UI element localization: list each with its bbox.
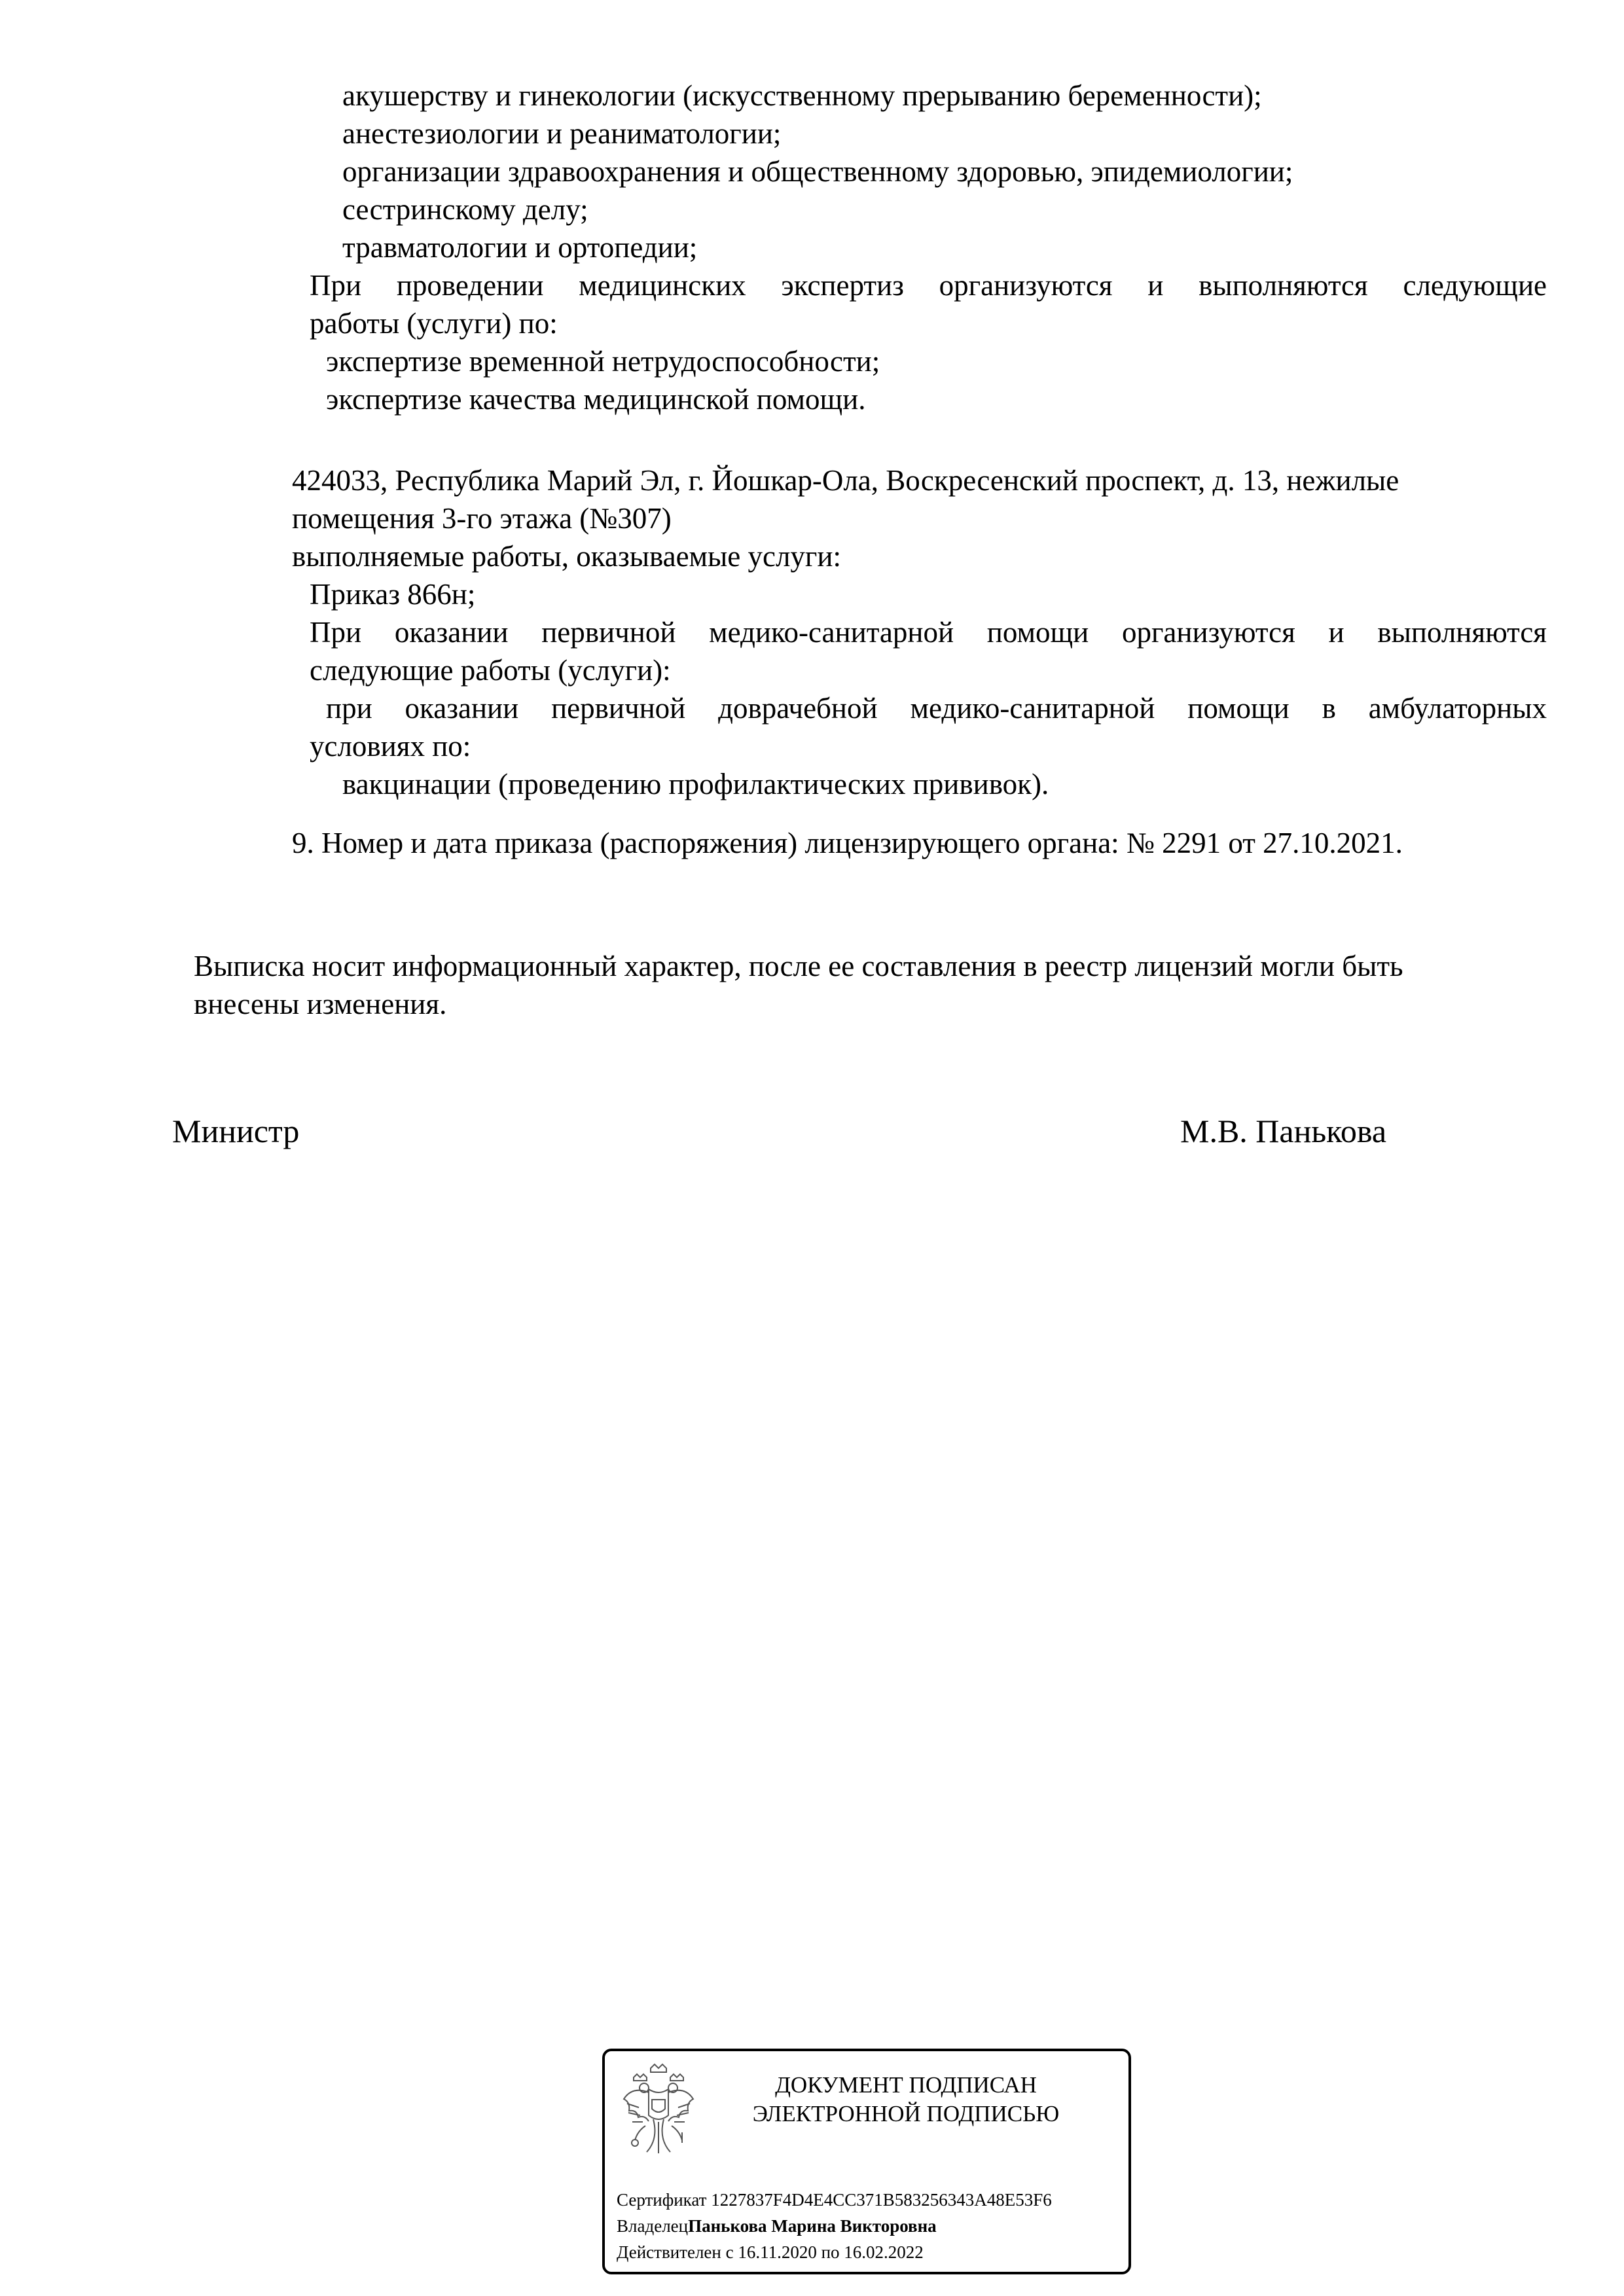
text-line: вакцинации (проведению профилактических прививок).	[342, 768, 1049, 800]
e-signature-stamp	[602, 2049, 1131, 2274]
text-line: условиях по:	[310, 730, 471, 762]
text-line: 424033, Республика Марий Эл, г. Йошкар-Ола, Воскресенский проспект, д. 13, нежилые	[292, 464, 1399, 497]
signatory-name: М.В. Панькова	[1180, 1113, 1387, 1149]
text-line: травматологии и ортопедии;	[342, 231, 698, 264]
text-line: экспертизе временной нетрудоспособности;	[326, 345, 880, 378]
text-line: Приказ 866н;	[310, 578, 476, 611]
certificate-row: Сертификат 1227837F4D4E4CC371B583256343A48E53F6	[617, 2190, 1052, 2210]
text-line: сестринскому делу;	[342, 193, 588, 226]
order-line: 9. Номер и дата приказа (распоряжения) лицензирующего органа: № 2291 от 27.10.2021.	[292, 827, 1403, 859]
text-line: организации здравоохранения и общественному здоровью, эпидемиологии;	[342, 155, 1293, 188]
owner-row: ВладелецПанькова Марина Викторовна	[617, 2216, 937, 2236]
text-line: работы (услуги) по:	[310, 307, 558, 340]
text-line: помещения 3-го этажа (№307)	[292, 502, 672, 535]
validity-row: Действителен с 16.11.2020 по 16.02.2022	[617, 2242, 924, 2262]
text-line: акушерству и гинекологии (искусственному прерыванию беременности);	[342, 79, 1262, 112]
text-line: следующие работы (услуги):	[310, 654, 671, 687]
text-line: при оказании первичной доврачебной медико-санитарной помощи в амбулаторных	[326, 692, 1547, 725]
text-line: При оказании первичной медико-санитарной помощи организуются и выполняются	[310, 616, 1547, 649]
stamp-heading: ДОКУМЕНТ ПОДПИСАН ЭЛЕКТРОННОЙ ПОДПИСЬЮ	[752, 2072, 1060, 2126]
text-line: экспертизе качества медицинской помощи.	[326, 383, 866, 416]
text-line: анестезиологии и реаниматологии;	[342, 117, 782, 150]
signatory-position: Министр	[172, 1113, 300, 1149]
note-line: внесены изменения.	[194, 988, 447, 1020]
text-line: При проведении медицинских экспертиз организуются и выполняются следующие	[310, 269, 1547, 302]
note-line: Выписка носит информационный характер, после ее составления в реестр лицензий могли быть	[194, 950, 1403, 982]
text-line: выполняемые работы, оказываемые услуги:	[292, 540, 841, 573]
russian-coat-of-arms-icon	[619, 2063, 698, 2161]
